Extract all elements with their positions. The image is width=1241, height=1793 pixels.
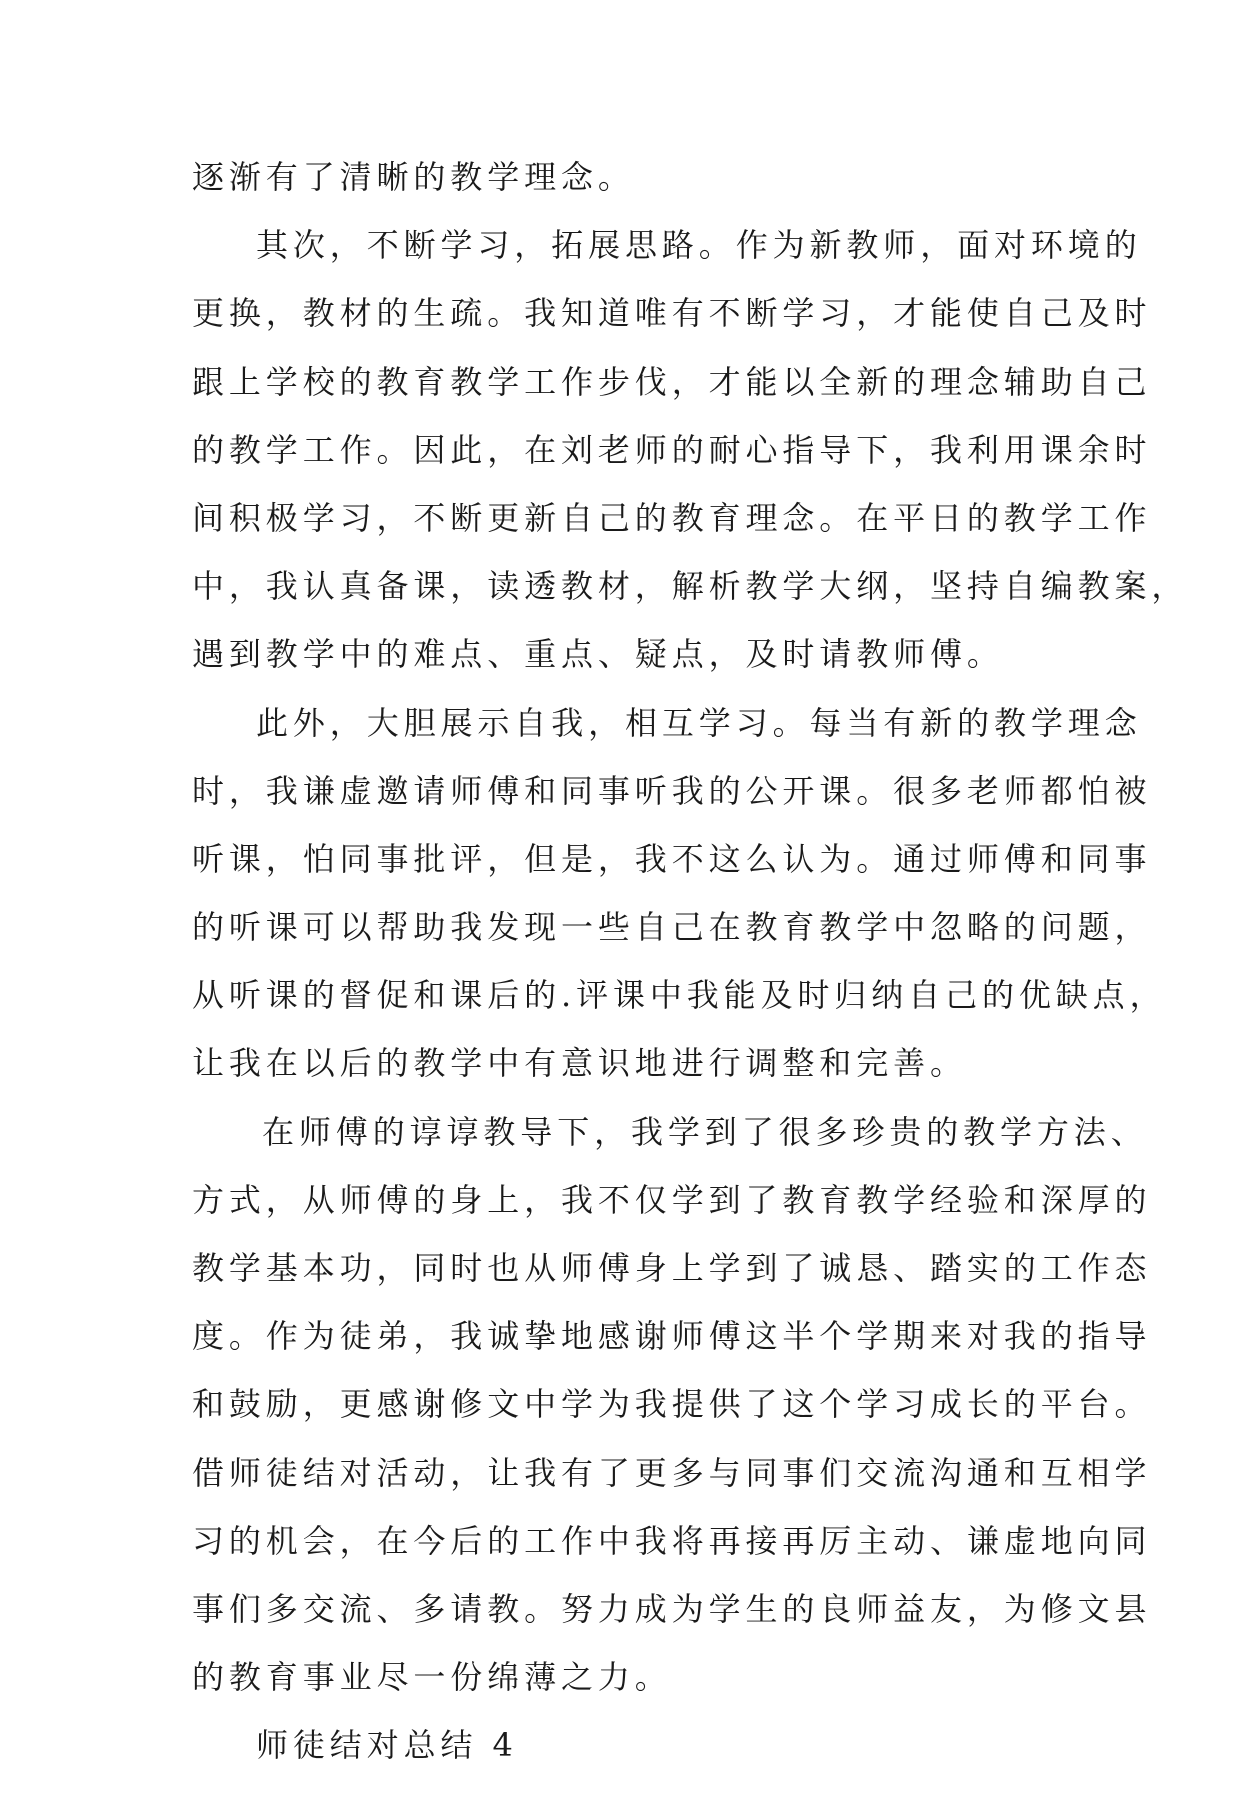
text-line: 听课，怕同事批评，但是，我不这么认为。通过师傅和同事 <box>192 839 1152 878</box>
text-line: 的教学工作。因此，在刘老师的耐心指导下，我利用课余时 <box>192 430 1152 469</box>
text-line: 跟上学校的教育教学工作步伐，才能以全新的理念辅助自己 <box>192 362 1152 401</box>
section-heading: 师徒结对总结 4 <box>256 1726 518 1765</box>
text-line: 习的机会，在今后的工作中我将再接再厉主动、谦虚地向同 <box>192 1521 1152 1560</box>
text-line: 遇到教学中的难点、重点、疑点，及时请教师傅。 <box>192 635 1004 674</box>
text-line: 和鼓励，更感谢修文中学为我提供了这个学习成长的平台。 <box>192 1385 1152 1424</box>
text-line: 教学基本功，同时也从师傅身上学到了诚恳、踏实的工作态 <box>192 1249 1152 1287</box>
text-line: 间积极学习，不断更新自己的教育理念。在平日的教学工作 <box>192 498 1152 537</box>
paragraph-start-line: 此外，大胆展示自我，相互学习。每当有新的教学理念 <box>256 703 1142 742</box>
paragraph-start-line: 其次，不断学习，拓展思路。作为新教师，面对环境的 <box>256 226 1142 265</box>
text-line: 时，我谦虚邀请师傅和同事听我的公开课。很多老师都怕被 <box>192 771 1152 810</box>
text-line: 中，我认真备课，读透教材，解析教学大纲，坚持自编教案， <box>192 567 1189 606</box>
text-line: 从听课的督促和课后的.评课中我能及时归纳自己的优缺点， <box>192 976 1167 1015</box>
text-line: 的听课可以帮助我发现一些自己在教育教学中忽略的问题， <box>192 908 1152 947</box>
text-line: 方式，从师傅的身上，我不仅学到了教育教学经验和深厚的 <box>192 1180 1152 1219</box>
text-line: 让我在以后的教学中有意识地进行调整和完善。 <box>192 1044 967 1083</box>
paragraph-start-line: 在师傅的谆谆教导下，我学到了很多珍贵的教学方法、 <box>262 1112 1148 1151</box>
text-line: 度。作为徒弟，我诚挚地感谢师傅这半个学期来对我的指导 <box>192 1317 1152 1356</box>
text-line: 逐渐有了清晰的教学理念。 <box>192 158 635 196</box>
text-line: 借师徒结对活动，让我有了更多与同事们交流沟通和互相学 <box>192 1453 1152 1492</box>
text-line: 更换，教材的生疏。我知道唯有不断学习，才能使自己及时 <box>192 294 1152 333</box>
text-line: 的教育事业尽一份绵薄之力。 <box>192 1658 672 1697</box>
text-line: 事们多交流、多请教。努力成为学生的良师益友，为修文县 <box>192 1589 1152 1628</box>
document-body <box>192 156 1189 1793</box>
